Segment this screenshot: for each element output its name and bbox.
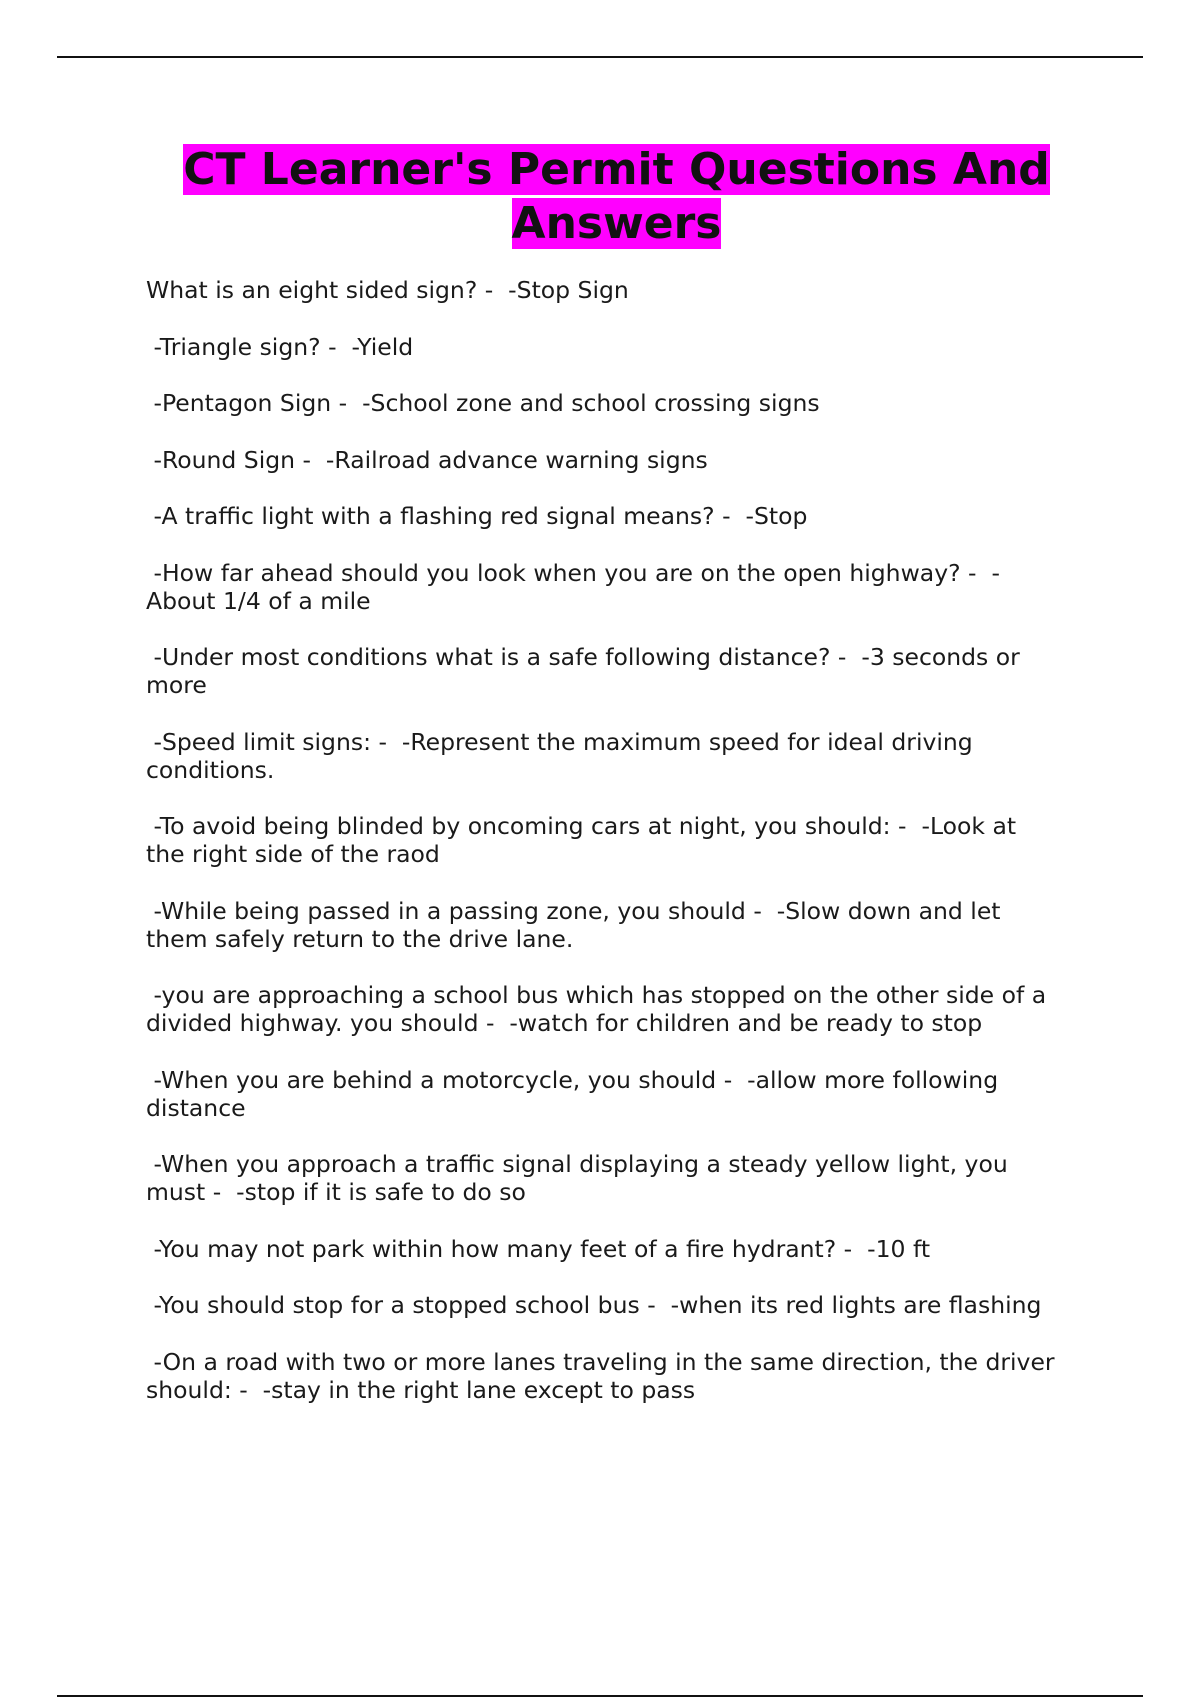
- page-title: CT Learner's Permit Questions And Answers: [183, 144, 1050, 249]
- qa-item: -When you approach a traffic signal displaying a steady yellow light, you must - -stop if it is safe to do so: [146, 1150, 1008, 1206]
- qa-item: -On a road with two or more lanes traveling in the same direction, the driver should: - -stay in the right lane except to pass: [146, 1347, 1055, 1404]
- qa-item: -Round Sign - -Railroad advance warning signs: [146, 445, 708, 474]
- qa-item: -Speed limit signs: - -Represent the maximum speed for ideal driving conditions.: [146, 727, 973, 784]
- qa-item: -When you are behind a motorcycle, you should - -allow more following distance: [146, 1065, 999, 1122]
- qa-item: -While being passed in a passing zone, you should - -Slow down and let them safely return to the drive lane.: [146, 896, 1001, 953]
- qa-item: -To avoid being blinded by oncoming cars at night, you should: - -Look at the right side of the raod: [146, 812, 1017, 868]
- top-rule: [57, 56, 1143, 58]
- qa-item: -You should stop for a stopped school bus - -when its red lights are flashing: [146, 1291, 1042, 1319]
- qa-item: -Under most conditions what is a safe following distance? - -3 seconds or more: [146, 643, 1020, 699]
- qa-item: -You may not park within how many feet of a fire hydrant? - -10 ft: [146, 1234, 931, 1263]
- qa-list: [146, 276, 1106, 1432]
- qa-item: What is an eight sided sign? - -Stop Sign: [146, 276, 629, 304]
- qa-item: -Pentagon Sign - -School zone and school crossing signs: [146, 389, 820, 417]
- bottom-rule: [57, 1695, 1143, 1697]
- qa-item: -A traffic light with a flashing red signal means? - -Stop: [146, 502, 808, 530]
- qa-item: -How far ahead should you look when you are on the open highway? - - About 1/4 of a mile: [146, 558, 1000, 615]
- qa-item: -Triangle sign? - -Yield: [146, 332, 414, 361]
- title-container: [100, 143, 1133, 251]
- qa-item: -you are approaching a school bus which has stopped on the other side of a divided highway. you should - -watch for children and be ready to stop: [146, 981, 1047, 1037]
